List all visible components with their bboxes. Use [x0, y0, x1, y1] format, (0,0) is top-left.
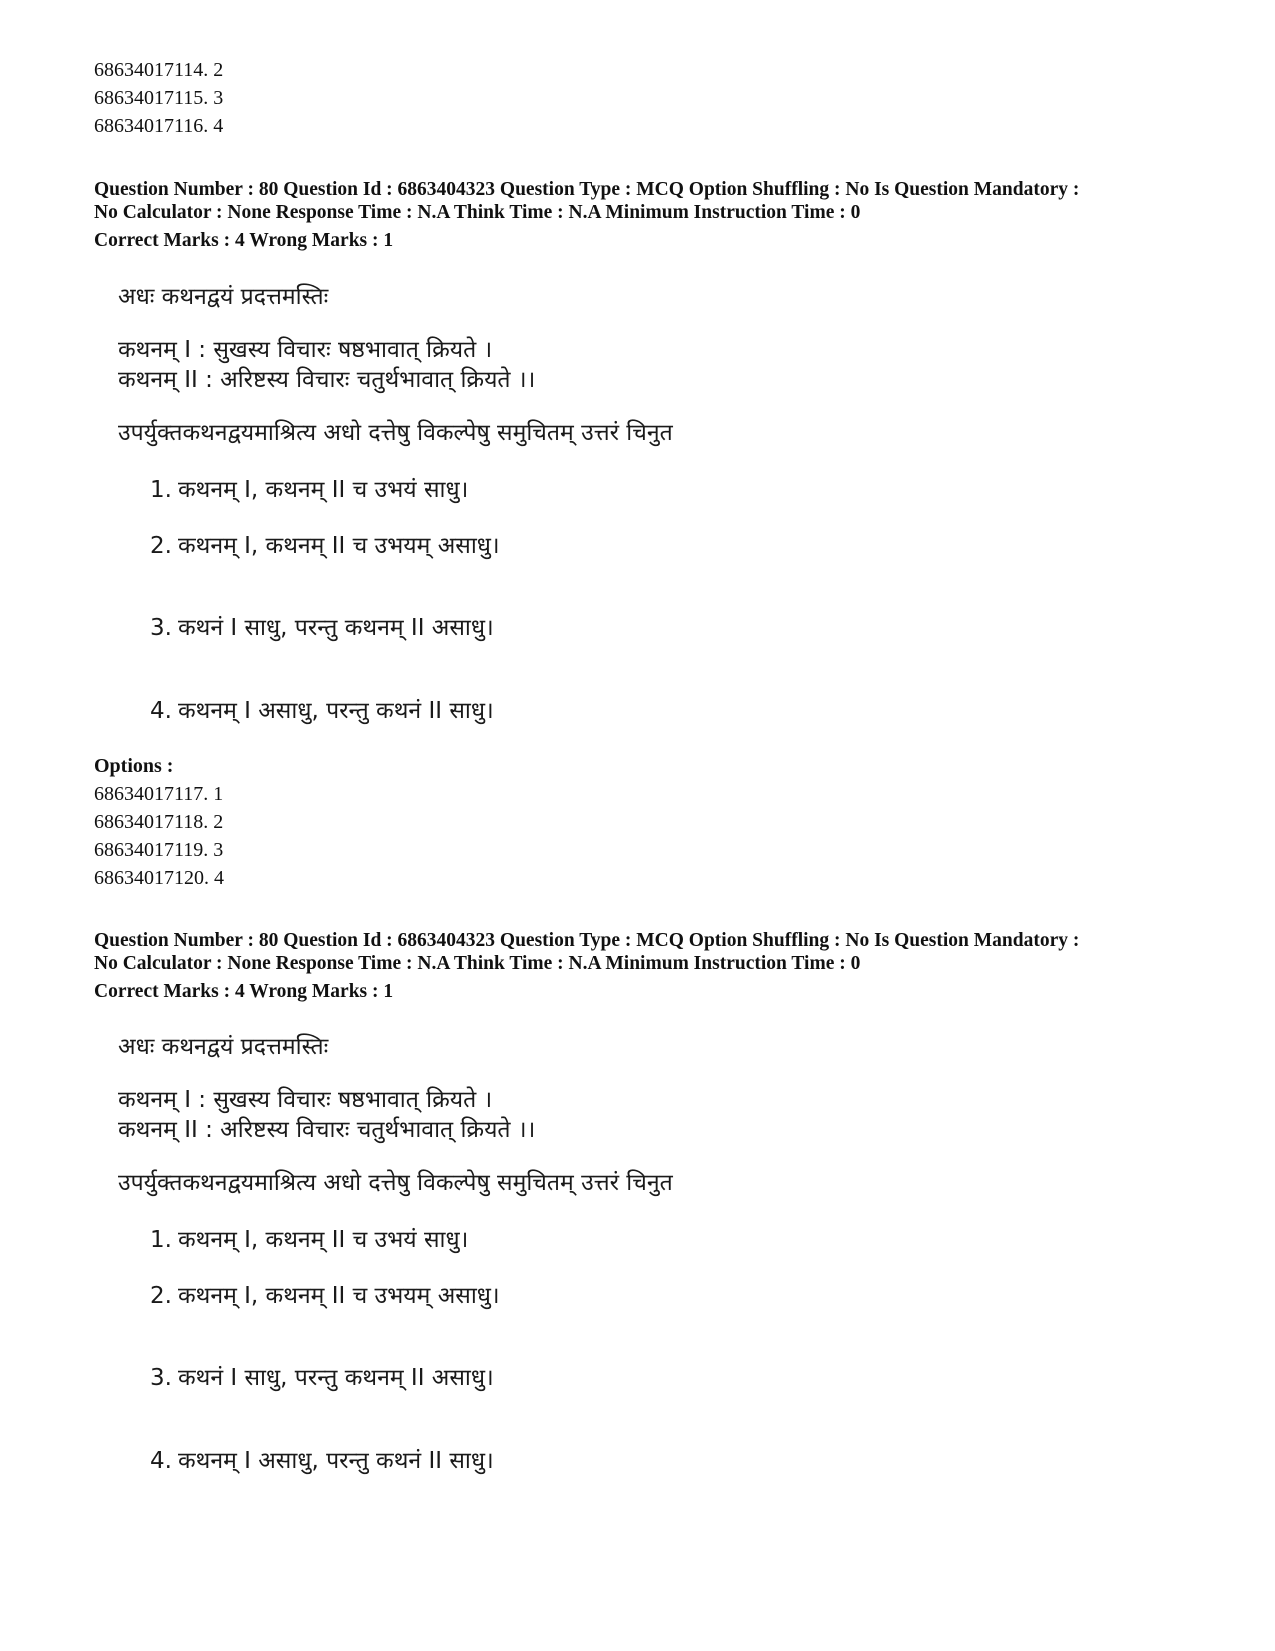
- choice-text: कथनम् I असाधु, परन्तु कथनं II साधु।: [177, 698, 494, 724]
- question-meta-line-1: Question Number : 80 Question Id : 6863404323 Question Type : MCQ Option Shuffling : No Is Question Mandatory :: [94, 179, 1080, 200]
- option-line: 68634017118. 2: [94, 811, 224, 833]
- choice-item: [150, 531, 500, 561]
- option-value: 3: [213, 87, 224, 109]
- option-line: 68634017116. 4: [94, 115, 224, 137]
- choice-item: [150, 1281, 500, 1311]
- choice-number: 3.: [150, 615, 172, 641]
- option-value: 2: [213, 811, 224, 833]
- question-meta-line-2: No Calculator : None Response Time : N.A Think Time : N.A Minimum Instruction Time : 0: [94, 202, 861, 223]
- question-marks: Correct Marks : 4 Wrong Marks : 1: [94, 981, 394, 1002]
- choice-text: कथनम् I, कथनम् II च उभयम् असाधु।: [177, 1283, 500, 1309]
- option-id: 68634017115: [94, 87, 204, 109]
- option-id: 68634017119: [94, 839, 204, 861]
- choice-text: कथनम् I, कथनम् II च उभयम् असाधु।: [177, 533, 500, 559]
- question-meta-line-2: No Calculator : None Response Time : N.A Think Time : N.A Minimum Instruction Time : 0: [94, 953, 861, 974]
- option-line: 68634017120. 4: [94, 867, 224, 889]
- choice-text: कथनं I साधु, परन्तु कथनम् II असाधु।: [177, 1365, 494, 1391]
- choice-number: 1.: [150, 1227, 172, 1253]
- question-intro: अधः कथनद्वयं प्रदत्तमस्तिः: [118, 1034, 329, 1060]
- choice-number: 4.: [150, 1448, 172, 1474]
- option-id: 68634017114: [94, 59, 204, 81]
- choice-item: [150, 475, 468, 505]
- choice-number: 2.: [150, 1283, 172, 1309]
- question-marks: Correct Marks : 4 Wrong Marks : 1: [94, 230, 394, 251]
- choice-number: 4.: [150, 698, 172, 724]
- statement-1: कथनम् I : सुखस्य विचारः षष्ठभावात् क्रियते ।: [118, 1087, 493, 1113]
- question-meta-line-1: Question Number : 80 Question Id : 6863404323 Question Type : MCQ Option Shuffling : No Is Question Mandatory :: [94, 930, 1080, 951]
- option-value: 3: [213, 839, 224, 861]
- option-value: 4: [214, 867, 224, 889]
- choice-item: [150, 1225, 468, 1255]
- choice-text: कथनम् I, कथनम् II च उभयं साधु।: [177, 1227, 469, 1253]
- option-id: 68634017116: [94, 115, 204, 137]
- options-heading: Options :: [94, 755, 174, 777]
- option-line: 68634017119. 3: [94, 839, 224, 861]
- choice-item: [150, 1446, 494, 1476]
- option-id: 68634017120: [94, 867, 204, 889]
- option-line: 68634017114. 2: [94, 59, 224, 81]
- choice-number: 3.: [150, 1365, 172, 1391]
- choice-item: [150, 613, 494, 643]
- choice-text: कथनम् I असाधु, परन्तु कथनं II साधु।: [177, 1448, 494, 1474]
- option-value: 1: [213, 783, 224, 805]
- question-instruction: उपर्युक्तकथनद्वयमाश्रित्य अधो दत्तेषु विकल्पेषु समुचितम् उत्तरं चिनुत: [118, 1170, 673, 1196]
- statement-2: कथनम् II : अरिष्टस्य विचारः चतुर्थभावात् क्रियते ।।: [118, 367, 536, 393]
- choice-text: कथनं I साधु, परन्तु कथनम् II असाधु।: [177, 615, 494, 641]
- choice-number: 1.: [150, 477, 172, 503]
- choice-number: 2.: [150, 533, 172, 559]
- statement-1: कथनम् I : सुखस्य विचारः षष्ठभावात् क्रियते ।: [118, 337, 493, 363]
- option-id: 68634017118: [94, 811, 204, 833]
- statement-2: कथनम् II : अरिष्टस्य विचारः चतुर्थभावात् क्रियते ।।: [118, 1117, 536, 1143]
- option-value: 2: [213, 59, 224, 81]
- option-line: 68634017115. 3: [94, 87, 224, 109]
- choice-item: [150, 696, 494, 726]
- option-line: 68634017117. 1: [94, 783, 224, 805]
- question-intro: अधः कथनद्वयं प्रदत्तमस्तिः: [118, 284, 329, 310]
- choice-item: [150, 1363, 494, 1393]
- question-instruction: उपर्युक्तकथनद्वयमाश्रित्य अधो दत्तेषु विकल्पेषु समुचितम् उत्तरं चिनुत: [118, 420, 673, 446]
- choice-text: कथनम् I, कथनम् II च उभयं साधु।: [177, 477, 469, 503]
- option-value: 4: [213, 115, 224, 137]
- option-id: 68634017117: [94, 783, 204, 805]
